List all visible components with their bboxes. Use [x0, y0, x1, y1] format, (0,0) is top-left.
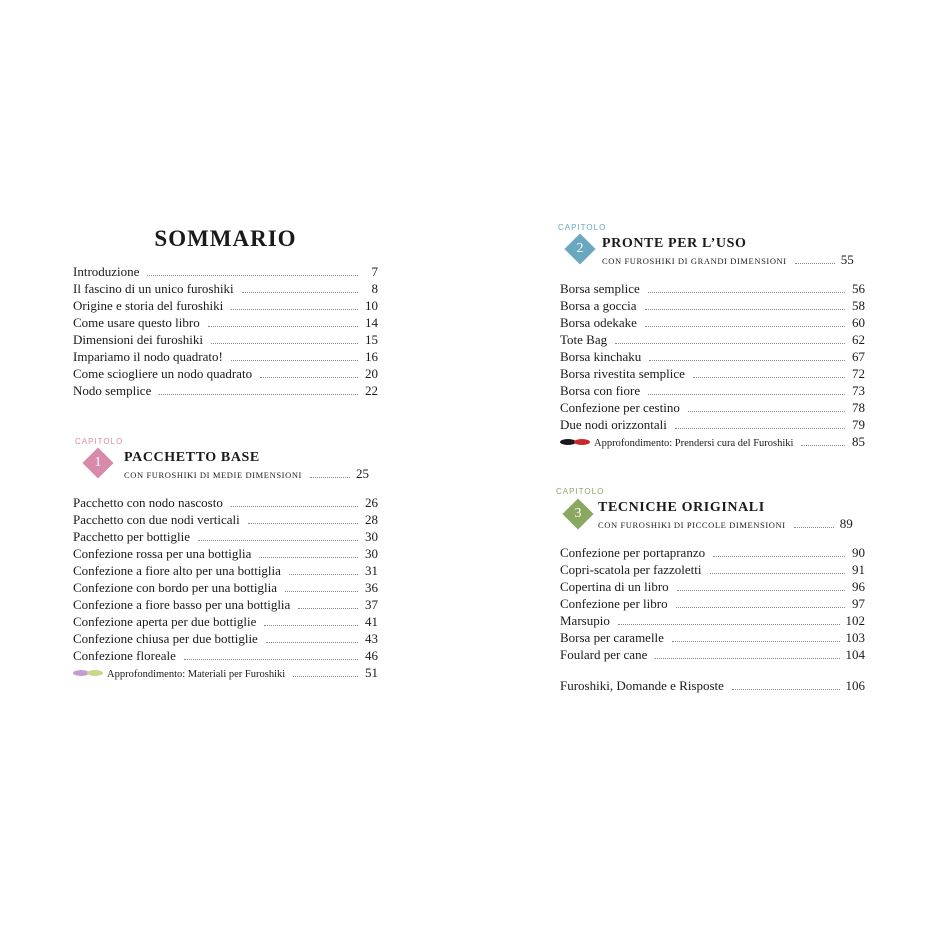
toc-row[interactable]: Pacchetto con due nodi verticali 28	[73, 512, 378, 527]
chapter-number: 2	[576, 241, 584, 256]
toc-row[interactable]: Introduzione 7	[73, 264, 378, 279]
approfondimento-row[interactable]: Approfondimento: Materiali per Furoshiki 51	[73, 665, 378, 681]
chapter-label: CAPITOLO	[75, 437, 124, 446]
chapter-2-list	[560, 281, 865, 450]
toc-row[interactable]: Borsa a goccia 58	[560, 298, 865, 313]
toc-row[interactable]: Confezione per libro 97	[560, 596, 865, 611]
fabric-twist-icon	[73, 669, 103, 677]
toc-row[interactable]: Pacchetto per bottiglie 30	[73, 529, 378, 544]
toc-row[interactable]: Copertina di un libro 96	[560, 579, 865, 594]
toc-row[interactable]: Nodo semplice 22	[73, 383, 378, 398]
toc-row[interactable]: Come sciogliere un nodo quadrato 20	[73, 366, 378, 381]
toc-row[interactable]: Dimensioni dei furoshiki 15	[73, 332, 378, 347]
chapter-1-list	[73, 495, 378, 681]
toc-row[interactable]: Tote Bag 62	[560, 332, 865, 347]
toc-row[interactable]: Confezione chiusa per due bottiglie 43	[73, 631, 378, 646]
toc-row[interactable]: Impariamo il nodo quadrato! 16	[73, 349, 378, 364]
toc-row[interactable]: Come usare questo libro 14	[73, 315, 378, 330]
toc-row[interactable]: Foulard per cane 104	[560, 647, 865, 662]
toc-row[interactable]: Confezione rossa per una bottiglia 30	[73, 546, 378, 561]
toc-row[interactable]: Il fascino di un unico furoshiki 8	[73, 281, 378, 296]
fabric-twist-icon	[560, 438, 590, 446]
toc-row[interactable]: Borsa odekake 60	[560, 315, 865, 330]
chapter-title[interactable]: PACCHETTO BASE	[124, 450, 260, 465]
toc-row[interactable]: Marsupio 102	[560, 613, 865, 628]
toc-row[interactable]: Copri-scatola per fazzoletti 91	[560, 562, 865, 577]
toc-row[interactable]: Due nodi orizzontali 79	[560, 417, 865, 432]
chapter-title[interactable]: TECNICHE ORIGINALI	[598, 500, 765, 515]
toc-row[interactable]: Borsa kinchaku 67	[560, 349, 865, 364]
toc-row[interactable]: Confezione per cestino 78	[560, 400, 865, 415]
toc-row-faq[interactable]: Furoshiki, Domande e Risposte 106	[560, 678, 865, 693]
toc-row[interactable]: Borsa rivestita semplice 72	[560, 366, 865, 381]
toc-row[interactable]: Confezione a fiore alto per una bottiglia 31	[73, 563, 378, 578]
toc-row[interactable]: Pacchetto con nodo nascosto 26	[73, 495, 378, 510]
chapter-label: CAPITOLO	[556, 487, 605, 496]
chapter-subtitle: CON FUROSHIKI DI MEDIE DIMENSIONI 25	[124, 466, 369, 481]
toc-row[interactable]: Confezione con bordo per una bottiglia 36	[73, 580, 378, 595]
page-title: SOMMARIO	[154, 226, 297, 251]
intro-list	[73, 264, 378, 400]
chapter-label: CAPITOLO	[558, 223, 607, 232]
toc-row[interactable]: Borsa con fiore 73	[560, 383, 865, 398]
chapter-3-list	[560, 545, 865, 695]
toc-row[interactable]: Confezione a fiore basso per una bottiglia 37	[73, 597, 378, 612]
chapter-title[interactable]: PRONTE PER L’USO	[602, 236, 747, 251]
toc-row[interactable]: Origine e storia del furoshiki 10	[73, 298, 378, 313]
toc-row[interactable]: Confezione floreale 46	[73, 648, 378, 663]
toc-row[interactable]: Confezione aperta per due bottiglie 41	[73, 614, 378, 629]
chapter-number: 3	[574, 506, 582, 521]
toc-row[interactable]: Confezione per portapranzo 90	[560, 545, 865, 560]
chapter-number: 1	[94, 455, 102, 470]
toc-row[interactable]: Borsa semplice 56	[560, 281, 865, 296]
chapter-subtitle: CON FUROSHIKI DI PICCOLE DIMENSIONI 89	[598, 516, 853, 531]
approfondimento-row[interactable]: Approfondimento: Prendersi cura del Furoshiki 85	[560, 434, 865, 450]
toc-row[interactable]: Borsa per caramelle 103	[560, 630, 865, 645]
chapter-subtitle: CON FUROSHIKI DI GRANDI DIMENSIONI 55	[602, 252, 854, 267]
